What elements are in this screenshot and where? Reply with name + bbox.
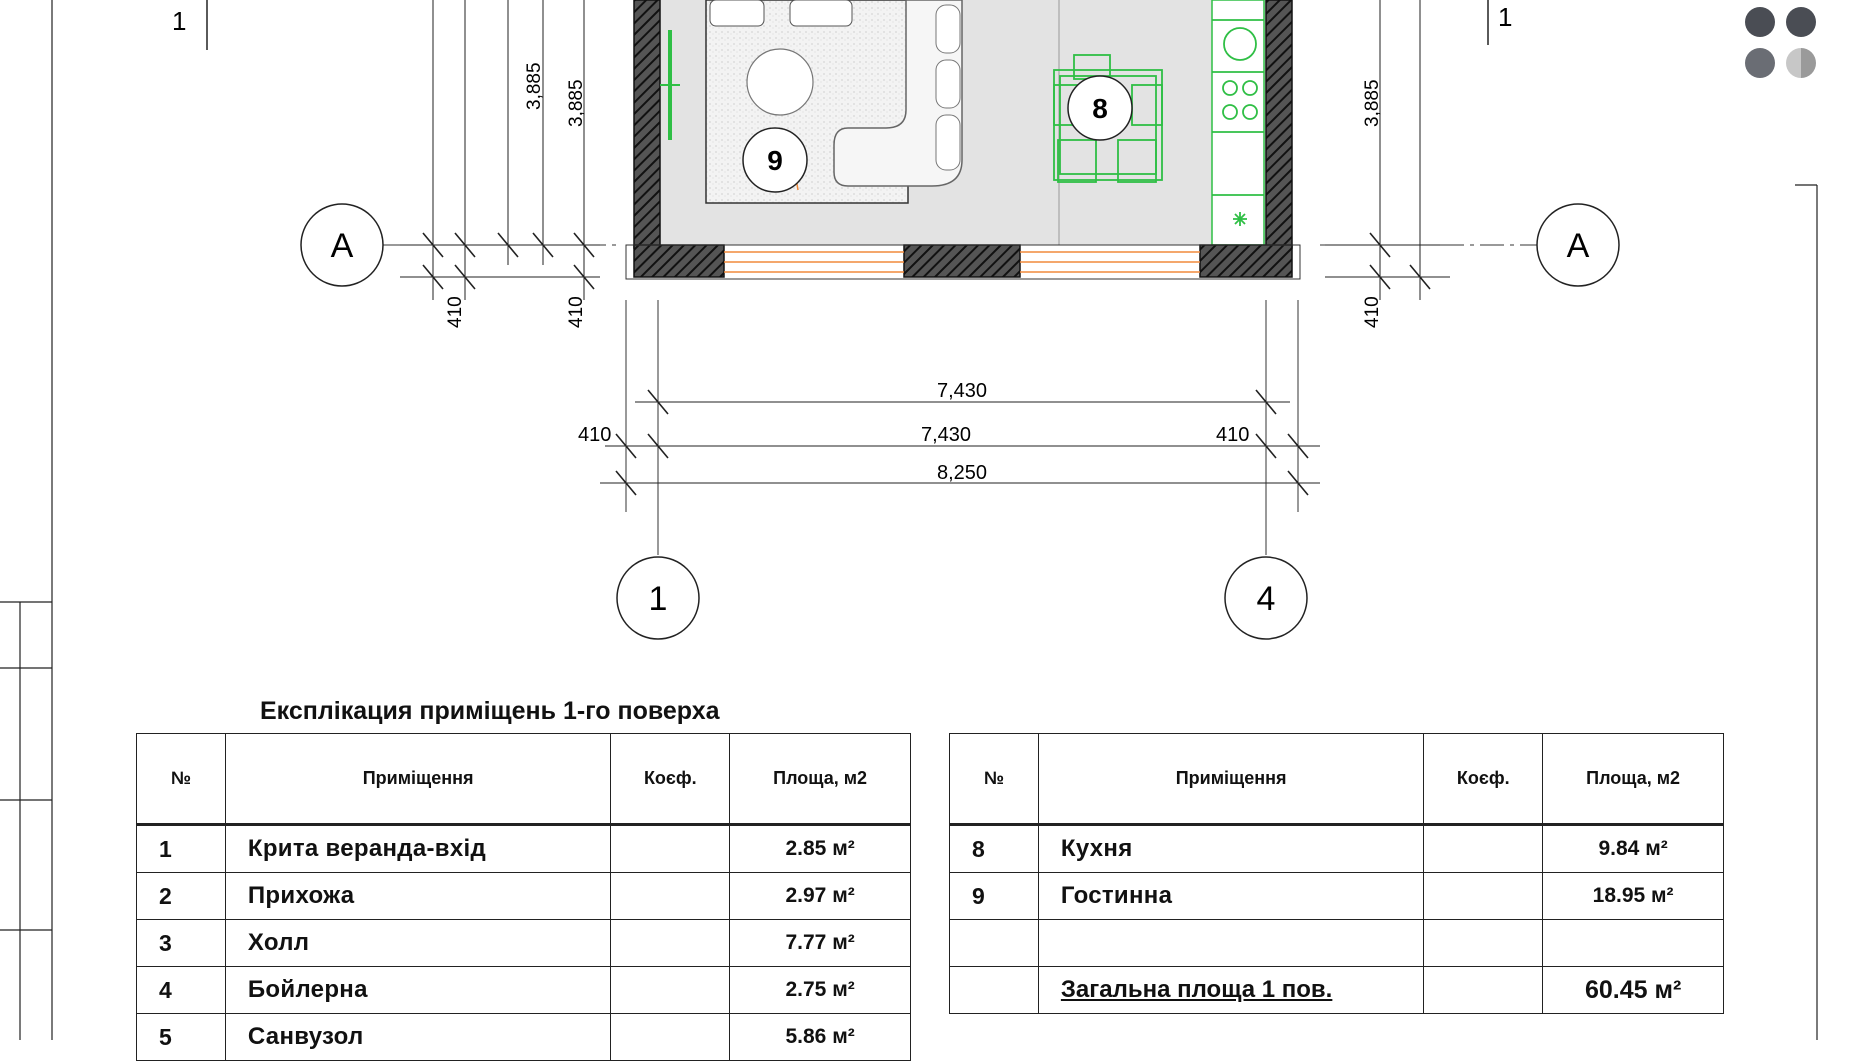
row-room: Крита веранда-вхід <box>225 825 610 873</box>
grid-bubble-a-right <box>1537 204 1619 286</box>
row-coef <box>611 967 730 1014</box>
col-header-area: Площа, м2 <box>730 734 911 825</box>
total-area-value: 60.45 м² <box>1543 967 1724 1014</box>
rotate-icon[interactable] <box>1745 48 1775 78</box>
col-header-no: № <box>950 734 1039 825</box>
dimension-chain-right <box>1325 0 1450 300</box>
row-area: 18.95 м² <box>1543 873 1724 920</box>
section-mark-left-label: 1 <box>172 6 187 36</box>
room-tag-living-label: 9 <box>767 145 783 176</box>
section-mark-left <box>172 0 207 50</box>
row-no: 2 <box>137 873 226 920</box>
row-room: Прихожа <box>225 873 610 920</box>
dim-v-left-410-a: 410 <box>445 296 466 328</box>
grid-bubble-1-label: 1 <box>648 580 668 618</box>
empty-cell <box>1543 920 1724 967</box>
col-header-coef: Коєф. <box>1424 734 1543 825</box>
row-coef <box>611 825 730 873</box>
empty-cell <box>1424 920 1543 967</box>
col-header-area: Площа, м2 <box>1543 734 1724 825</box>
col-header-no: № <box>137 734 226 825</box>
grid-bubble-4-label: 4 <box>1256 580 1276 618</box>
dim-h-top: 7,430 <box>936 380 988 402</box>
table-row <box>137 873 911 920</box>
table-row-total <box>950 967 1724 1014</box>
row-area: 2.75 м² <box>730 967 911 1014</box>
row-area: 2.97 м² <box>730 873 911 920</box>
row-no: 9 <box>950 873 1039 920</box>
grid-bubble-1 <box>617 557 699 639</box>
row-room: Холл <box>225 920 610 967</box>
grid-bubble-a-left <box>301 204 383 286</box>
row-coef <box>1424 825 1543 873</box>
room-tag-living <box>743 128 807 192</box>
dim-h-mid-left: 410 <box>578 424 612 446</box>
half-circle-icon[interactable] <box>1786 48 1816 78</box>
table-row <box>950 825 1724 873</box>
dim-v-left-outer: 3,885 <box>566 79 587 127</box>
empty-cell <box>950 920 1039 967</box>
section-mark-right <box>1488 0 1512 45</box>
row-area: 5.86 м² <box>730 1014 911 1061</box>
room-tag-kitchen-label: 8 <box>1092 93 1108 124</box>
row-area: 7.77 м² <box>730 920 911 967</box>
row-coef <box>611 1014 730 1061</box>
empty-cell <box>950 967 1039 1014</box>
total-area-label: Загальна площа 1 пов. <box>1038 967 1423 1014</box>
room-tag-kitchen <box>1068 76 1132 140</box>
dim-v-left-410-b: 410 <box>566 296 587 328</box>
row-room: Бойлерна <box>225 967 610 1014</box>
table-row <box>137 920 911 967</box>
section-mark-right-label: 1 <box>1498 2 1513 32</box>
row-no: 1 <box>137 825 226 873</box>
dim-v-left-inner: 3,885 <box>524 62 545 110</box>
row-coef <box>1424 873 1543 920</box>
dim-v-right-410: 410 <box>1362 296 1383 328</box>
table-row <box>950 873 1724 920</box>
row-no: 3 <box>137 920 226 967</box>
dim-h-mid-right: 410 <box>1216 424 1250 446</box>
row-no: 8 <box>950 825 1039 873</box>
table-header-row <box>950 734 1724 825</box>
row-coef <box>611 873 730 920</box>
row-coef <box>611 920 730 967</box>
dim-h-total: 8,250 <box>936 462 988 484</box>
table-header-row <box>137 734 911 825</box>
table-row-empty <box>950 920 1724 967</box>
explication-table-right <box>949 733 1724 1014</box>
explication-table-left <box>136 733 911 1061</box>
table-row <box>137 967 911 1014</box>
col-header-coef: Коєф. <box>611 734 730 825</box>
empty-cell <box>1424 967 1543 1014</box>
row-room: Санвузол <box>225 1014 610 1061</box>
dimension-chain-left <box>400 0 600 300</box>
viewer-control-dot-2[interactable] <box>1786 7 1816 37</box>
grid-bubble-4 <box>1225 557 1307 639</box>
col-header-room: Приміщення <box>1038 734 1423 825</box>
row-area: 2.85 м² <box>730 825 911 873</box>
col-header-room: Приміщення <box>225 734 610 825</box>
grid-bubble-a-right-label: А <box>1566 227 1590 265</box>
explication-title: Експлікация приміщень 1-го поверха <box>260 697 720 725</box>
dim-h-mid: 7,430 <box>920 424 972 446</box>
row-room: Кухня <box>1038 825 1423 873</box>
empty-cell <box>1038 920 1423 967</box>
row-no: 5 <box>137 1014 226 1061</box>
row-room: Гостинна <box>1038 873 1423 920</box>
table-row <box>137 825 911 873</box>
row-area: 9.84 м² <box>1543 825 1724 873</box>
living-room-furniture <box>660 0 962 203</box>
dim-v-right: 3,885 <box>1362 79 1383 127</box>
table-row <box>137 1014 911 1061</box>
viewer-control-dot-1[interactable] <box>1745 7 1775 37</box>
grid-bubble-a-left-label: А <box>330 227 354 265</box>
row-no: 4 <box>137 967 226 1014</box>
